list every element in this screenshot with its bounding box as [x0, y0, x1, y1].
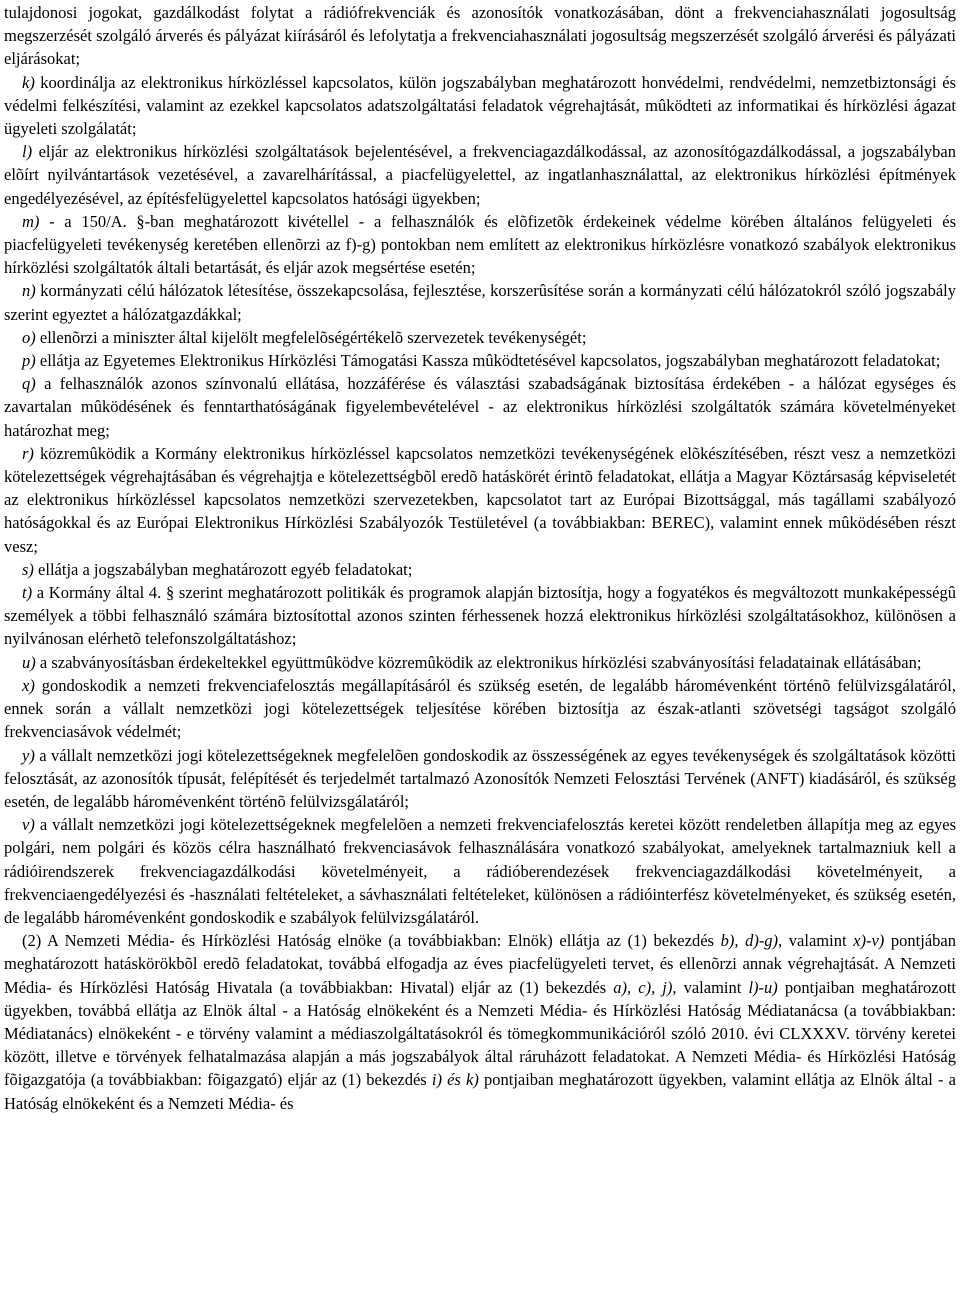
- paragraph-2-text: valamint: [782, 931, 854, 951]
- item-text: ellenõrzi a miniszter által kijelölt megfelelõségértékelõ szervezetek tevékenységét;: [35, 327, 587, 347]
- item-label: x): [22, 675, 35, 695]
- item-label: o): [22, 327, 36, 347]
- item-label: u): [22, 652, 36, 672]
- list-item-n: [4, 279, 956, 325]
- list-item-x: [4, 674, 956, 744]
- item-text: a vállalt nemzetközi jogi kötelezettségeknek megfelelõen a nemzeti frekvenciafelosztás keretei között rendeletben állapítja meg az egyes polgári, nem polgári és közös célra használható frekvenciasávok felhasználására vonatkozó szabályokat, amelyeknek tartalmazniuk kell a rádióirendszerek frekvenciagazdálkodási követelményeit, a rádióberendezések frekvenciagazdálkodási követelményeit, a frekvenciaengedélyezési és -használati feltételeket, a sávhasználati feltételeket, különösen a rádióinterfész követelményeket, és szükség esetén, de legalább háromévenként gondoskodik e szabályok felülvizsgálatáról.: [4, 815, 956, 927]
- list-item-r: [4, 442, 956, 558]
- item-label: m): [22, 211, 40, 231]
- list-item-u: [4, 651, 956, 674]
- paragraph-2-text: pontjaiban meghatározott ügyekben, valamint ellátja az Elnök által - a Hatóság elnökeként és a Nemzeti Média- és: [4, 1070, 956, 1113]
- item-label: n): [22, 281, 36, 301]
- list-item-o: [4, 326, 956, 349]
- item-label: t): [22, 583, 33, 603]
- list-item-q: [4, 372, 956, 442]
- paragraph-2-text: pontjaiban meghatározott ügyekben, továbbá ellátja az Elnök által - a Hatóság elnökeként és a Nemzeti Média- és Hírközlési Hatóság Médiatanácsa (a továbbiakban: Médiatanács) elnökeként - e törvény valamint a médiaszolgáltatásokról és tömegkommunikációról szóló 2010. évi CLXXXV. törvény keretei között, illetve e törvények felhatalmazása alapján a más jogszabályok által ráruházott feladatokat. A Nemzeti Média- és Hírközlési Hatóság fõigazgatója (a továbbiakban: fõigazgató) eljár az (1) bekezdés: [4, 977, 956, 1090]
- item-text: a vállalt nemzetközi jogi kötelezettségeknek megfelelõen gondoskodik az összességének az egyes tevékenységek és szolgáltatások közötti felosztását, az azonosítók típusát, felépítését és terjedelmét tartalmazó Azonosítók Nemzeti Felosztási Tervének (ANFT) kiadásáról, és szükség esetén, de legalább háromévenként történõ felülvizsgálatáról;: [4, 745, 956, 811]
- item-text: gondoskodik a nemzeti frekvenciafelosztás megállapításáról és szükség esetén, de legalább háromévenként történõ felülvizsgálatáról, ennek során a vállalt nemzetközi jogi kötelezettségek teljesítése körében biztosítja az észak-atlanti szövetségi tagságot szolgáló frekvenciasávok védelmét;: [4, 675, 956, 742]
- item-text: koordinálja az elektronikus hírközléssel kapcsolatos, külön jogszabályban meghatározott honvédelmi, rendvédelmi, nemzetbiztonsági és védelmi felkészítési, valamint az ezekkel kapcsolatos adatszolgáltatási feladatok végrehajtását, mûködteti az informatikai és hírközlési ágazat ügyeleti szolgálatát;: [4, 72, 956, 139]
- item-text: közremûködik a Kormány elektronikus hírközléssel kapcsolatos nemzetközi tevékenységének elõkészítésében, részt vesz a nemzetközi kötelezettségek végrehajtásában és végrehajtja e kötelezettségbõl eredõ hatáskörét érintõ feladatokat, ellátja a Magyar Köztársaság képviseletét az elektronikus hírközléssel kapcsolatos nemzetközi szervezetekben, kapcsolatot tart az Európai Bizottsággal, más tagállami szabályozó hatóságokkal és az Európai Elektronikus Hírközlési Szabályozók Testületével (a továbbiakban: BEREC), valamint ennek mûködésében részt vesz;: [4, 443, 956, 556]
- list-item-y: [4, 744, 956, 814]
- item-text: a felhasználók azonos színvonalú ellátása, hozzáférése és választási szabadságának biztosítása érdekében - a hálózat egységes és zavartalan mûködésének és fenntarthatóságának figyelembevételével - az elektronikus hírközlési szolgáltatók számára követelményeket határozhat meg;: [4, 374, 956, 440]
- list-item-m: [4, 210, 956, 280]
- paragraph-2: [4, 929, 956, 1115]
- item-label: v): [22, 815, 35, 835]
- list-item-t: [4, 581, 956, 651]
- point-reference: x)-v): [853, 931, 885, 951]
- point-reference: i) és k): [431, 1070, 479, 1090]
- item-text: a Kormány által 4. § szerint meghatározott politikák és programok alapján biztosítja, hogy a fogyatékos és megváltozott munkaképességû személyek a többi felhasználó számára biztosítottal azonos szinten férhessenek hozzá elektronikus hírközlési szolgáltatásokhoz, különösen a nyilvánosan elérhetõ telefonszolgáltatáshoz;: [4, 583, 956, 649]
- paragraph-2-text: (2) A Nemzeti Média- és Hírközlési Hatóság elnöke (a továbbiakban: Elnök) ellátja az (1) bekezdés: [22, 931, 721, 951]
- list-item-p: [4, 349, 956, 372]
- point-reference: l)-u): [748, 977, 778, 997]
- list-item-k: [4, 71, 956, 141]
- item-text: ellátja az Egyetemes Elektronikus Hírközlési Támogatási Kassza mûködtetésével kapcsolatos, jogszabályban meghatározott feladatokat;: [35, 351, 941, 371]
- item-label: r): [22, 443, 34, 463]
- point-reference: a), c), j),: [613, 977, 677, 997]
- item-label: y): [22, 745, 35, 765]
- list-item-s: [4, 558, 956, 581]
- point-reference: b), d)-g),: [720, 931, 783, 951]
- paragraph-text: tulajdonosi jogokat, gazdálkodást folytat a rádiófrekvenciák és azonosítók vonatkozásában, dönt a frekvenciahasználati jogosultság megszerzését szolgáló árverés és pályázat kiírásáról és lefolytatja a frekvenciahasználati jogosultság megszerzését szolgáló árverési és pályázati eljárásokat;: [4, 3, 956, 69]
- item-label: k): [22, 72, 35, 92]
- item-label: q): [22, 374, 36, 394]
- paragraph-2-text: pontjában meghatározott hatáskörökbõl eredõ feladatokat, továbbá elfogadja az éves piacfelügyeleti tervet, és ellenõrzi annak végrehajtását. A Nemzeti Média- és Hírközlési Hatóság Hivatala (a továbbiakban: Hivatal) eljár az (1) bekezdés: [4, 931, 956, 997]
- item-text: eljár az elektronikus hírközlési szolgáltatások bejelentésével, a frekvenciagazdálkodással, az azonosítógazdálkodással, a jogszabályban elõírt nyilvántartások vezetésével, a zavarelhárítással, a piacfelügyelettel, az ingatlanhasználattal, az elektronikus hírközlési építmények engedélyezésével, az építésfelügyelettel kapcsolatos hatósági ügyekben;: [4, 142, 956, 208]
- paragraph-2-text: valamint: [676, 977, 749, 997]
- paragraph-continued: [4, 1, 956, 71]
- item-text: ellátja a jogszabályban meghatározott egyéb feladatokat;: [33, 559, 413, 579]
- item-text: - a 150/A. §-ban meghatározott kivétellel - a felhasználók és elõfizetõk érdekeinek védelme körében általános felügyeleti és piacfelügyeleti tevékenység keretében ellenõrzi az f)-g) pontokban nem említett az elektronikus hírközlésre vonatkozó szabályok elektronikus hírközlési szolgáltatók általi betartását, és eljár azok megsértése esetén;: [4, 211, 956, 278]
- item-text: a szabványosításban érdekeltekkel együttmûködve közremûködik az elektronikus hírközlési szabványosítási feladatainak ellátásában;: [35, 652, 922, 672]
- item-label: s): [22, 559, 34, 579]
- list-item-v: [4, 813, 956, 929]
- item-text: kormányzati célú hálózatok létesítése, összekapcsolása, fejlesztése, korszerûsítése során a kormányzati célú hálózatokról szóló jogszabály szerint egyeztet a hálózatgazdákkal;: [4, 281, 956, 324]
- item-label: p): [22, 351, 36, 371]
- item-label: l): [22, 142, 33, 162]
- list-item-l: [4, 140, 956, 210]
